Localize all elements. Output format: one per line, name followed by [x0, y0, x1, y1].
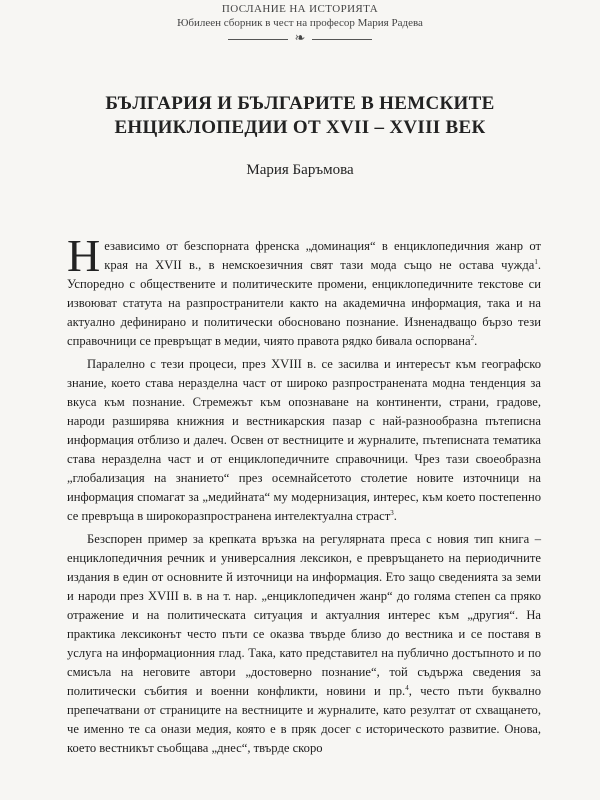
article-author: Мария Баръмова	[246, 162, 354, 178]
paragraph-3	[67, 530, 541, 758]
paragraph-1-text-cont: . Успоредно с обществените и политическите промени, енциклопедичните текстове си извоюват статута на разпространители както на академична информация, така и на актуално дефинирано и политически обосновано познание. Изненадващо бързо тези справочници се превръщат в медии, чиято правота рядко бивала оспорвана	[67, 258, 541, 348]
paragraph-1-end: .	[474, 334, 478, 348]
paragraph-2	[67, 355, 541, 526]
footnote-ref-1: 1	[534, 257, 538, 266]
article-title	[0, 92, 600, 140]
article-body	[67, 230, 541, 758]
footnote-ref-3: 3	[390, 508, 394, 517]
paragraph-3-text-cont: , често пъти буквално препечатвани от страниците на вестниците и журналите, като резултат от схващането, че именно те са онази медия, която е в пряк досег с историческото развитие. Онова, което вестникът съобщава „днес“, твърде скоро	[67, 684, 541, 755]
drop-cap: Н	[67, 230, 101, 281]
article-title-line-2: ЕНЦИКЛОПЕДИИ ОТ XVII – XVIII ВЕК	[114, 117, 486, 138]
running-head-volume: Юбилеен сборник в чест на професор Мария Радева	[177, 17, 423, 29]
footnote-ref-2: 2	[470, 333, 475, 342]
paragraph-1-text: езависимо от безспорната френска „доминация“ в енциклопедичния жанр от края на XVII в., в немскоезичния свят тази мода също не остава чужда	[104, 239, 541, 272]
flourish-icon: ❧	[294, 30, 306, 45]
paragraph-2-end: .	[393, 509, 397, 523]
paragraph-1	[67, 230, 541, 351]
ornament-rule-left	[228, 39, 288, 40]
footnote-ref-4: 4	[405, 683, 409, 692]
paragraph-3-text: Безспорен пример за крепката връзка на регулярната преса с новия тип книга – енциклопедичния речник и универсалния лексикон, е превръщането на периодичните издания в един от основните й източници на информация. Ето защо сведенията за земи и народи през XVIII в. в на т. нар. „енциклопедичен жанр“ до голяма степен са пряко отражение и на политическата ситуация и актуалния интерес към „другия“. На практика лексиконът често пъти се оказва твърде близо до вестника и се поставя в услуга на информационния глад. Така, като представител на публично достъпното и по смисъла на неговите автори „достоверно познание“, той съдържа сведения за политически събития и военни конфликти, новини и пр.	[67, 532, 541, 698]
paragraph-2-text: Паралелно с тези процеси, през XVIII в. се засилва и интересът към географско знание, което става неразделна част от широко разпространената модна тенденция за вкуса към познание. Стремежът към опознаване на континенти, страни, градове, народи разширява книжния и вестникарския пазар с най-разнообразна пътеписна информация отблизо и далеч. Освен от вестниците и журналите, пътеписната тематика става неразделна част и от енциклопедичните справочници. Чрез тази своеобразна „глобализация на знанието“ през осемнайсетото столетие новите източници на информация спомагат за „медийната“ му модернизация, интерес, към което постепенно се превръща в широкоразпространена интелектуална страст	[67, 357, 541, 523]
header-ornament	[228, 30, 372, 47]
ornament-rule-right	[312, 39, 372, 40]
article-title-line-1: БЪЛГАРИЯ И БЪЛГАРИТЕ В НЕМСКИТЕ	[105, 93, 495, 114]
running-head-series: ПОСЛАНИЕ НА ИСТОРИЯТА	[221, 3, 379, 15]
